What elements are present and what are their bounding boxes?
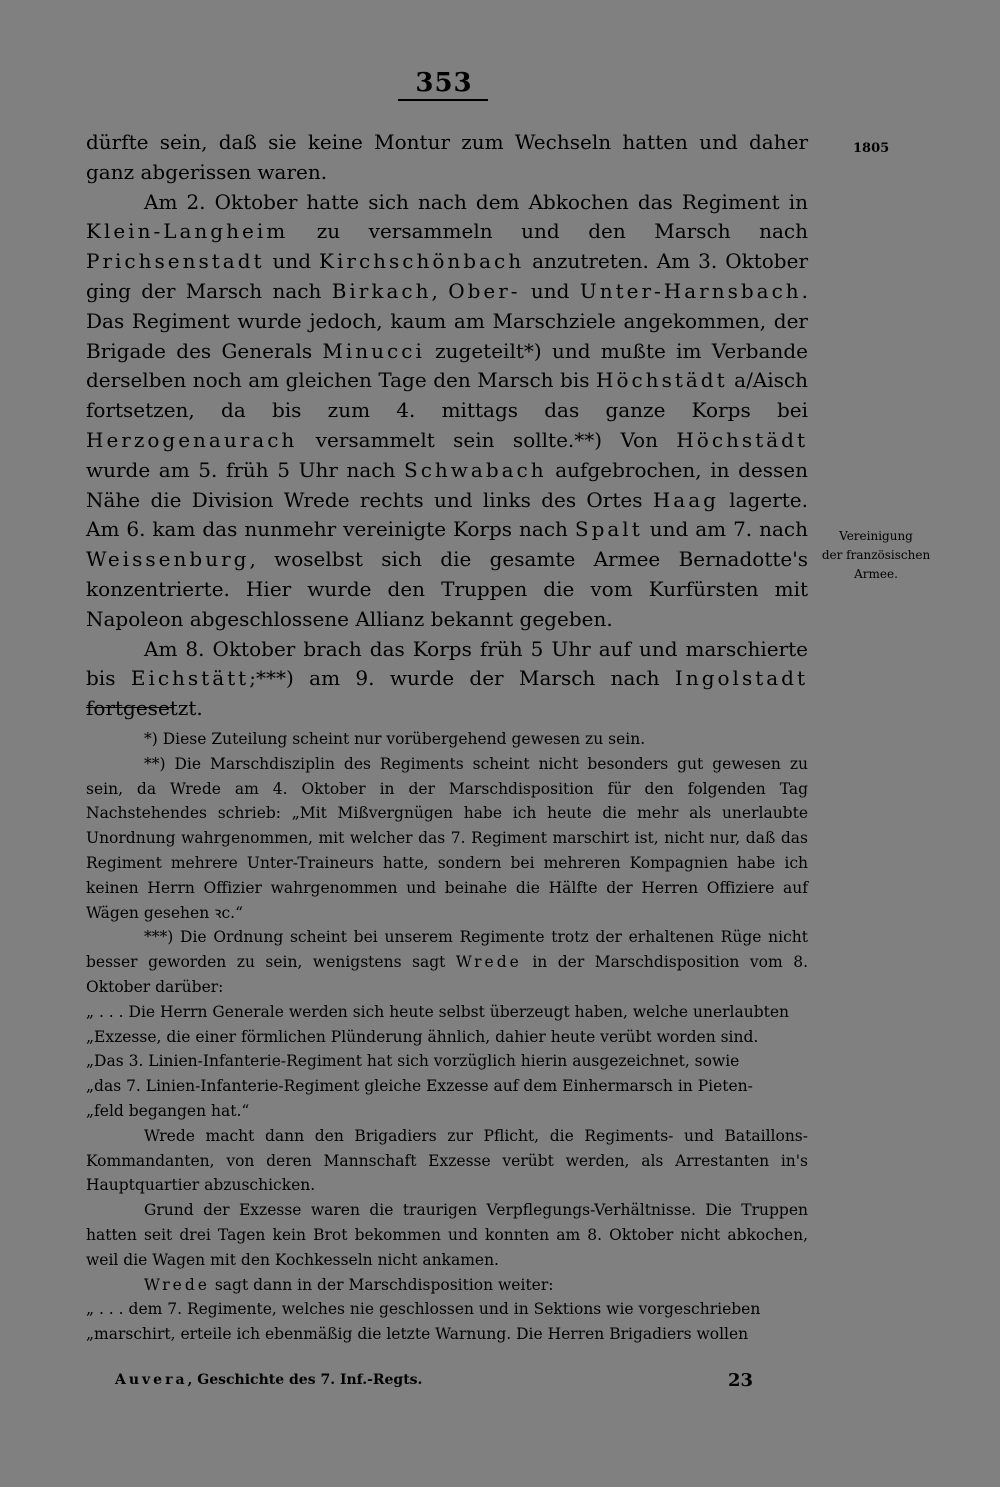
footnote: Grund der Exzesse waren die traurigen Verpflegungs-Verhältnisse. Die Truppen hatten seit drei Tagen kein Brot bekommen und konnten am 8. Oktober nicht abkochen, weil die Wagen mit den Kochkesseln nicht ankamen. (86, 1201, 808, 1269)
paragraph: Am 8. Oktober brach das Korps früh 5 Uhr auf und marschierte bis Eichstätt;***) am 9. wurde der Marsch nach Ingolstadt fortgesetzt. (86, 636, 809, 721)
margin-note-line: der französischen (821, 548, 931, 562)
quote-line: „feld begangen hat.“ (86, 1101, 250, 1120)
footnote: Wrede sagt dann in der Marschdisposition weiter: (144, 1275, 554, 1294)
quote-line: „marschirt, erteile ich ebenmäßig die letzte Warnung. Die Herren Brigadiers wollen (86, 1325, 749, 1344)
person-name: Wrede (455, 953, 522, 972)
margin-note-line: Armee. (854, 567, 898, 581)
page-number: 353 (415, 68, 473, 98)
place-name: Eichstätt (130, 666, 250, 691)
place-name: Kirchschönbach (319, 249, 525, 274)
person-name: Minucci (322, 338, 425, 363)
footer-title: , Geschichte des 7. Inf.-Regts. (187, 1372, 423, 1388)
place-name: Unter-Harnsbach (579, 278, 802, 303)
footer-author: Auvera (115, 1372, 188, 1388)
place-name: Ober- (448, 278, 521, 303)
paragraph: Am 2. Oktober hatte sich nach dem Abkochen das Regiment in Klein-Langheim zu versammeln und den Marsch nach Prichsenstadt und Kirchschönbach anzutreten. Am 3. Oktober ging der Marsch nach Birkach, Ober- und Unter-Harnsbach. Das Regiment wurde jedoch, kaum am Marschziele angekommen, der Brigade des Generals Minucci zugeteilt*) und mußte im Verbande derselben noch am gleichen Tage den Marsch bis Höchstädt a/Aisch fortsetzen, da bis zum 4. mittags das ganze Korps bei Herzogenaurach versammelt sein sollte.**) Von Höchstädt wurde am 5. früh 5 Uhr nach Schwabach aufgebrochen, in dessen Nähe die Division Wrede rechts und links des Ortes Haag lagerte. Am 6. kam das nunmehr vereinigte Korps nach Spalt und am 7. nach Weissenburg, woselbst sich die gesamte Armee Bernadotte's konzentrierte. Hier wurde den Truppen die vom Kurfürsten mit Napoleon abgeschlossene Allianz bekannt gegeben. (86, 189, 809, 631)
quote-line: „Exzesse, die einer förmlichen Plünderung ähnlich, dahier heute verübt worden sind. (86, 1027, 759, 1046)
margin-year: 1805 (853, 141, 890, 156)
quoted-order (86, 1000, 808, 1124)
place-name: Weissenburg (86, 547, 250, 572)
quote-line: „das 7. Linien-Infanterie-Regiment gleiche Exzesse auf dem Einhermarsch in Pieten- (86, 1077, 753, 1096)
footnotes (86, 727, 808, 1347)
person-name: Wrede (144, 1275, 210, 1294)
page-number-rule (398, 99, 488, 101)
signature-mark: 23 (728, 1370, 754, 1391)
place-name: Haag (652, 487, 719, 512)
place-name: Birkach (331, 278, 432, 303)
footnote: **) Die Marschdisziplin des Regiments scheint nicht besonders gut gewesen zu sein, da Wrede am 4. Oktober in der Marschdisposition für den folgenden Tag Nachstehendes schrieb: „Mit Mißvergnügen habe ich heute die mehr als unerlaubte Unordnung wahrgenommen, mit welcher das 7. Regiment marschirt ist, nicht nur, daß das Regiment mehrere Unter-Traineurs hatte, sondern bei mehreren Kompagnien habe ich keinen Herrn Offizier wahrgenommen und beinahe die Hälfte der Herren Offiziere auf Wägen gesehen ꝛc.“ (86, 754, 808, 922)
place-name: Höchstädt (676, 427, 808, 452)
footnote: *) Diese Zuteilung scheint nur vorübergehend gewesen zu sein. (144, 730, 646, 748)
place-name: Prichsenstadt (86, 249, 265, 274)
footnote: ***) Die Ordnung scheint bei unserem Regimente trotz der erhaltenen Rüge nicht besser geworden zu sein, wenigstens sagt Wrede in der Marschdisposition vom 8. Oktober darüber: (86, 928, 808, 996)
paragraph: dürfte sein, daß sie keine Montur zum Wechseln hatten und daher ganz abgerissen waren. (86, 130, 808, 184)
margin-note-line: Vereinigung (839, 529, 913, 543)
quote-line: „ . . . Die Herrn Generale werden sich heute selbst überzeugt haben, welche unerlaubten (86, 1002, 790, 1021)
quote-line: „Das 3. Linien-Infanterie-Regiment hat sich vorzüglich hierin ausgezeichnet, sowie (86, 1052, 740, 1071)
place-name: Herzogenaurach (86, 427, 298, 452)
place-name: Schwabach (404, 457, 547, 482)
main-text (86, 128, 808, 724)
quoted-order (86, 1297, 808, 1347)
footer-signature-line (115, 1372, 422, 1388)
footnote: Wrede macht dann den Brigadiers zur Pflicht, die Regiments- und Bataillons-Kommandanten, von deren Mannschaft Exzesse verübt werden, als Arrestanten in's Hauptquartier abzuschicken. (86, 1126, 808, 1195)
place-name: Ingolstadt (674, 666, 809, 691)
place-name: Höchstädt (596, 368, 728, 393)
quote-line: „ . . . dem 7. Regimente, welches nie geschlossen und in Sektions wie vorgeschrieben (86, 1300, 761, 1319)
footnote-separator (86, 707, 174, 708)
margin-note (812, 527, 940, 584)
place-name: Spalt (574, 517, 643, 542)
place-name: Klein-Langheim (86, 219, 289, 244)
